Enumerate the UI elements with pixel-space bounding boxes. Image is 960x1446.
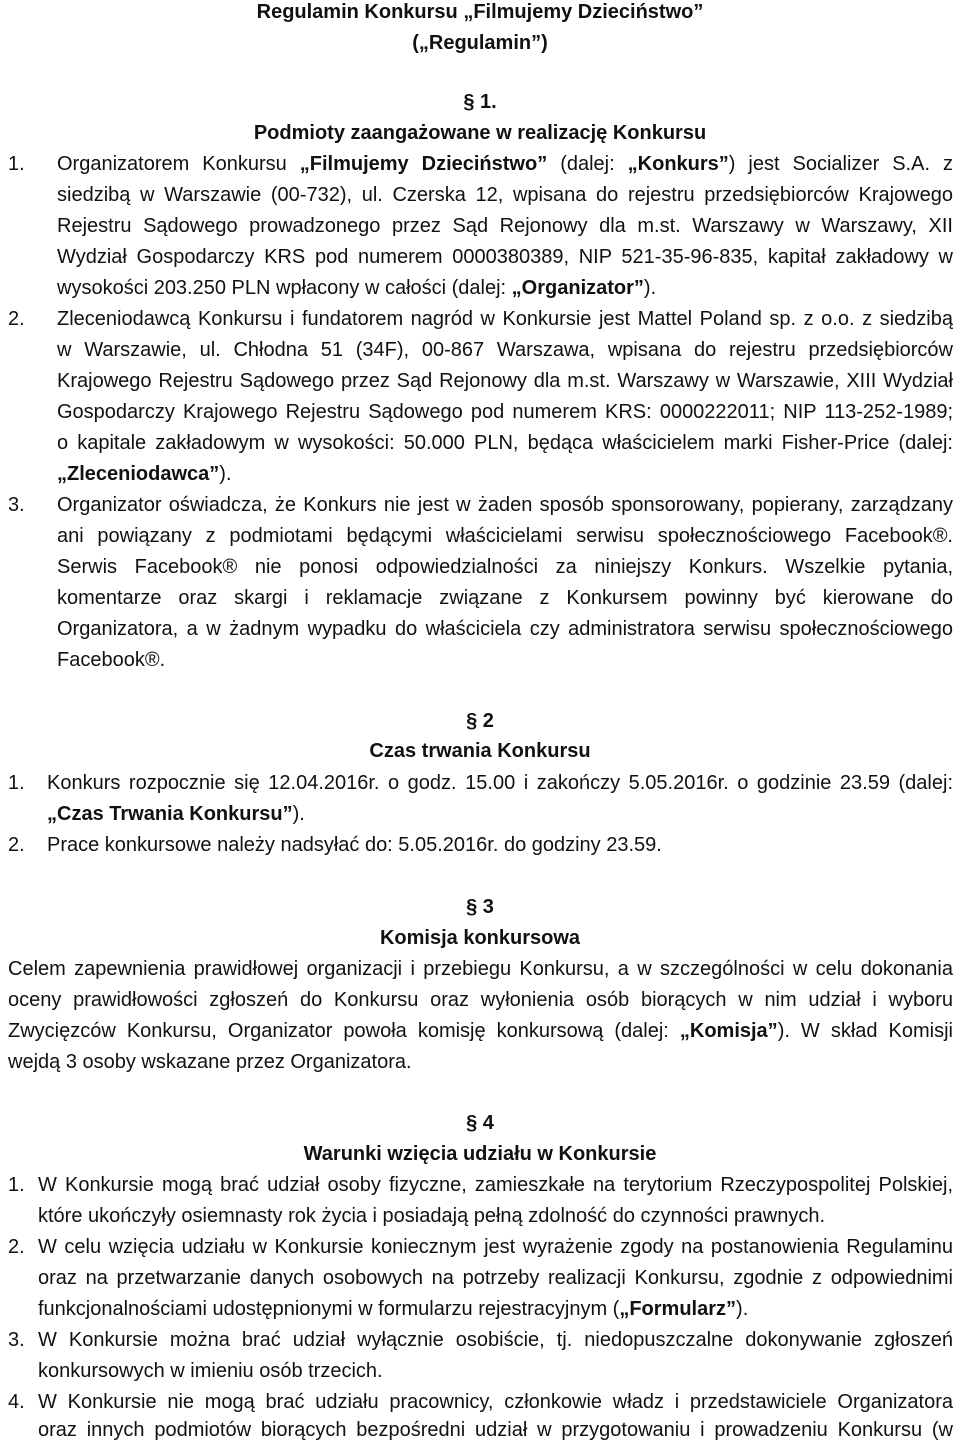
s3-paragraph-line-1: Celem zapewnienia prawidłowej organizacji i przebiegu Konkursu, a w szczególności w celu dokonania bbox=[8, 958, 953, 980]
s1-item-3-number: 3. bbox=[8, 494, 25, 516]
s3-paragraph-line-4: wejdą 3 osoby wskazane przez Organizatora. bbox=[8, 1051, 412, 1073]
s1-item-1-line-2: siedzibą w Warszawie (00-732), ul. Czerska 12, wpisana do rejestru przedsiębiorców Krajowego bbox=[57, 184, 953, 206]
s4-item-1-line-2: które ukończyły osiemnasty rok życia i posiadają pełną zdolność do czynności prawnych. bbox=[38, 1205, 826, 1227]
s3-paragraph-line-2: oceny prawidłowości zgłoszeń do Konkursu oraz wyłonienia osób biorących w nim udział i wyboru bbox=[8, 989, 953, 1011]
s1-item-3-line-5: Organizatora, a w żadnym wypadku do właściciela czy administratora serwisu społecznościowego bbox=[57, 618, 953, 640]
section-2-heading: Czas trwania Konkursu bbox=[369, 740, 591, 762]
s4-item-2-line-1: W celu wzięcia udziału w Konkursie koniecznym jest wyrażenie zgody na postanowienia Regulaminu bbox=[38, 1236, 953, 1258]
s2-item-1-number: 1. bbox=[8, 772, 25, 794]
s1-item-3-line-3: Serwis Facebook® nie ponosi odpowiedzialności za niniejszy Konkurs. Wszelkie pytania, bbox=[57, 556, 953, 578]
s2-item-1-line-1: Konkurs rozpocznie się 12.04.2016r. o godz. 15.00 i zakończy 5.05.2016r. o godzinie 23.59 (dalej: bbox=[47, 772, 953, 794]
s4-item-1-number: 1. bbox=[8, 1174, 25, 1196]
s1-item-1-line-4: Wydział Gospodarczy KRS pod numerem 0000380389, NIP 521-35-96-835, kapitał zakładowy w bbox=[57, 246, 953, 268]
document-title: Regulamin Konkursu „Filmujemy Dzieciństwo” bbox=[256, 1, 704, 23]
section-1-heading: Podmioty zaangażowane w realizację Konkursu bbox=[253, 122, 707, 144]
s4-item-4-line-2: oraz innych podmiotów biorących bezpośredni udział w przygotowaniu i prowadzeniu Konkursu (w bbox=[38, 1419, 953, 1441]
s1-item-1-number: 1. bbox=[8, 153, 25, 175]
s2-item-1-line-2: „Czas Trwania Konkursu”). bbox=[47, 803, 305, 825]
s2-item-2-number: 2. bbox=[8, 834, 25, 856]
section-2-number: § 2 bbox=[466, 710, 494, 732]
s4-item-4-number: 4. bbox=[8, 1391, 25, 1413]
section-4-heading: Warunki wzięcia udziału w Konkursie bbox=[303, 1143, 657, 1165]
s1-item-3-line-6: Facebook®. bbox=[57, 649, 166, 671]
s4-item-3-line-2: konkursowych w imieniu osób trzecich. bbox=[38, 1360, 383, 1382]
document-subtitle: („Regulamin”) bbox=[412, 32, 548, 54]
s4-item-3-line-1: W Konkursie można brać udział wyłącznie osobiście, tj. niedopuszczalne dokonywanie zgłoszeń bbox=[38, 1329, 953, 1351]
section-3-number: § 3 bbox=[466, 896, 494, 918]
s1-item-2-line-5: o kapitale zakładowym w wysokości: 50.000 PLN, będąca właścicielem marki Fisher-Price (dalej: bbox=[57, 432, 953, 454]
s4-item-3-number: 3. bbox=[8, 1329, 25, 1351]
s3-paragraph-line-3: Zwycięzców Konkursu, Organizator powoła komisję konkursową (dalej: „Komisja”). W skład Komisji bbox=[8, 1020, 953, 1042]
s1-item-2-line-3: Krajowego Rejestru Sądowego przez Sąd Rejonowy dla m.st. Warszawy w Warszawie, XIII Wydział bbox=[57, 370, 953, 392]
section-1-number: § 1. bbox=[463, 91, 497, 113]
s1-item-3-line-2: ani powiązany z podmiotami będącymi właścicielami serwisu społecznościowego Facebook®. bbox=[57, 525, 953, 547]
s2-item-2-line-1: Prace konkursowe należy nadsyłać do: 5.05.2016r. do godziny 23.59. bbox=[47, 834, 662, 856]
s1-item-2-line-4: Gospodarczy Krajowego Rejestru Sądowego pod numerem KRS: 0000222011; NIP 113-252-1989; bbox=[57, 401, 953, 423]
section-4-number: § 4 bbox=[466, 1112, 494, 1134]
s1-item-1-line-5: wysokości 203.250 PLN wpłacony w całości (dalej: „Organizator”). bbox=[57, 277, 657, 299]
s1-item-3-line-4: komentarze oraz skargi i reklamacje związane z Konkursem powinny być kierowane do bbox=[57, 587, 953, 609]
s4-item-4-line-1: W Konkursie nie mogą brać udziału pracownicy, członkowie władz i przedstawiciele Organizatora bbox=[38, 1391, 953, 1413]
s1-item-2-line-2: w Warszawie, ul. Chłodna 51 (34F), 00-867 Warszawa, wpisana do rejestru przedsiębiorców bbox=[57, 339, 953, 361]
s1-item-3-line-1: Organizator oświadcza, że Konkurs nie jest w żaden sposób sponsorowany, popierany, zarządzany bbox=[57, 494, 953, 516]
s1-item-2-number: 2. bbox=[8, 308, 25, 330]
s1-item-2-line-6: „Zleceniodawca”). bbox=[57, 463, 232, 485]
s1-item-1-line-1: Organizatorem Konkursu „Filmujemy Dzieciństwo” (dalej: „Konkurs”) jest Socializer S.A. z bbox=[57, 153, 953, 175]
s1-item-2-line-1: Zleceniodawcą Konkursu i fundatorem nagród w Konkursie jest Mattel Poland sp. z o.o. z siedzibą bbox=[57, 308, 953, 330]
s4-item-2-number: 2. bbox=[8, 1236, 25, 1258]
section-3-heading: Komisja konkursowa bbox=[379, 927, 581, 949]
s4-item-2-line-3: funkcjonalnościami udostępnionymi w formularzu rejestracyjnym („Formularz”). bbox=[38, 1298, 749, 1320]
s1-item-1-line-3: Rejestru Sądowego prowadzonego przez Sąd Rejonowy dla m.st. Warszawy w Warszawy, XII bbox=[57, 215, 953, 237]
s4-item-1-line-1: W Konkursie mogą brać udział osoby fizyczne, zamieszkałe na terytorium Rzeczypospolitej Polskiej, bbox=[38, 1174, 953, 1196]
s4-item-2-line-2: oraz na przetwarzanie danych osobowych na potrzeby realizacji Konkursu, zgodnie z odpowiednimi bbox=[38, 1267, 953, 1289]
